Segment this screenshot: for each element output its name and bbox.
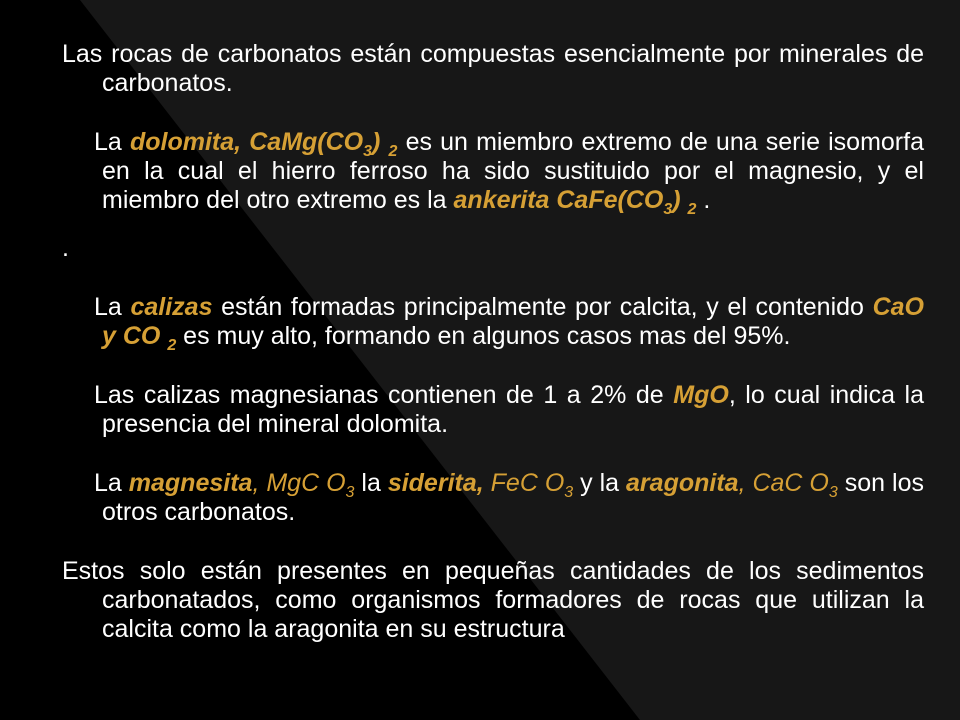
paragraph-text: Estos solo están presentes en pequeñas cantidades de los sedimentos carbonatados, como organismos formadores de rocas que utilizan la calcita como la aragonita en su estructura <box>62 557 924 643</box>
text-run: son los otros carbonatos. <box>102 469 924 526</box>
highlight-ankerita <box>453 186 697 218</box>
highlight-mgo: MgO <box>673 381 729 409</box>
subscript: 3 <box>828 484 838 501</box>
subscript: 3 <box>564 484 574 501</box>
formula-text: CaO y CO <box>102 293 924 350</box>
subscript: 2 <box>687 201 697 218</box>
formula-text: ) <box>672 186 681 214</box>
formula-text: ) <box>372 128 381 156</box>
formula-text: , CaC O <box>738 469 829 497</box>
text-run: es muy alto, formando en algunos casos mas del 95%. <box>176 322 791 350</box>
text-run: Las calizas magnesianas contienen de 1 a 2% de <box>94 381 674 409</box>
formula-text: dolomita, CaMg(CO <box>129 128 364 156</box>
highlight-dolomita <box>129 128 398 160</box>
subscript: 3 <box>345 484 355 501</box>
paragraph-estos-solo <box>62 557 924 644</box>
paragraph-text: . <box>62 234 69 262</box>
subscript: 3 <box>663 201 673 218</box>
subscript: 3 <box>363 143 373 160</box>
text-run: . <box>696 186 711 214</box>
formula-caco3 <box>738 469 838 501</box>
text-run: la <box>354 469 388 497</box>
highlight-siderita: siderita, <box>387 469 484 497</box>
text-run: y la <box>573 469 627 497</box>
highlight-aragonita: aragonita <box>626 469 739 497</box>
formula-text: FeC O <box>483 469 565 497</box>
text-run: , lo cual indica la presencia del mineral dolomita. <box>102 381 925 438</box>
text-run: La <box>94 128 130 156</box>
paragraph-otros-carbonatos <box>62 469 924 527</box>
slide-body <box>62 40 924 644</box>
subscript: 2 <box>388 143 398 160</box>
paragraph-text: Las rocas de carbonatos están compuestas esencialmente por minerales de carbonatos. <box>62 40 924 97</box>
formula-feco3 <box>483 469 574 501</box>
formula-text: , MgC O <box>252 469 346 497</box>
paragraph-calizas-magnesianas <box>62 381 924 439</box>
text-run: están formadas principalmente por calcita, y el contenido <box>212 293 873 321</box>
formula-text: ankerita CaFe(CO <box>453 186 664 214</box>
text-run: La <box>94 293 131 321</box>
text-run: La <box>94 469 129 497</box>
highlight-magnesita: magnesita <box>128 469 253 497</box>
highlight-calizas: calizas <box>130 293 213 321</box>
paragraph-dot <box>62 234 924 263</box>
paragraph-rocas-carbonatos <box>62 40 924 98</box>
text-run: es un miembro extremo de una serie isomorfa en la cual el hierro ferroso ha sido sustituido por el magnesio, y el miembro del otro extremo es la <box>102 128 924 214</box>
subscript: 2 <box>167 337 177 354</box>
paragraph-calizas <box>62 293 924 354</box>
paragraph-dolomita <box>62 128 924 218</box>
formula-mgco3 <box>252 469 355 501</box>
